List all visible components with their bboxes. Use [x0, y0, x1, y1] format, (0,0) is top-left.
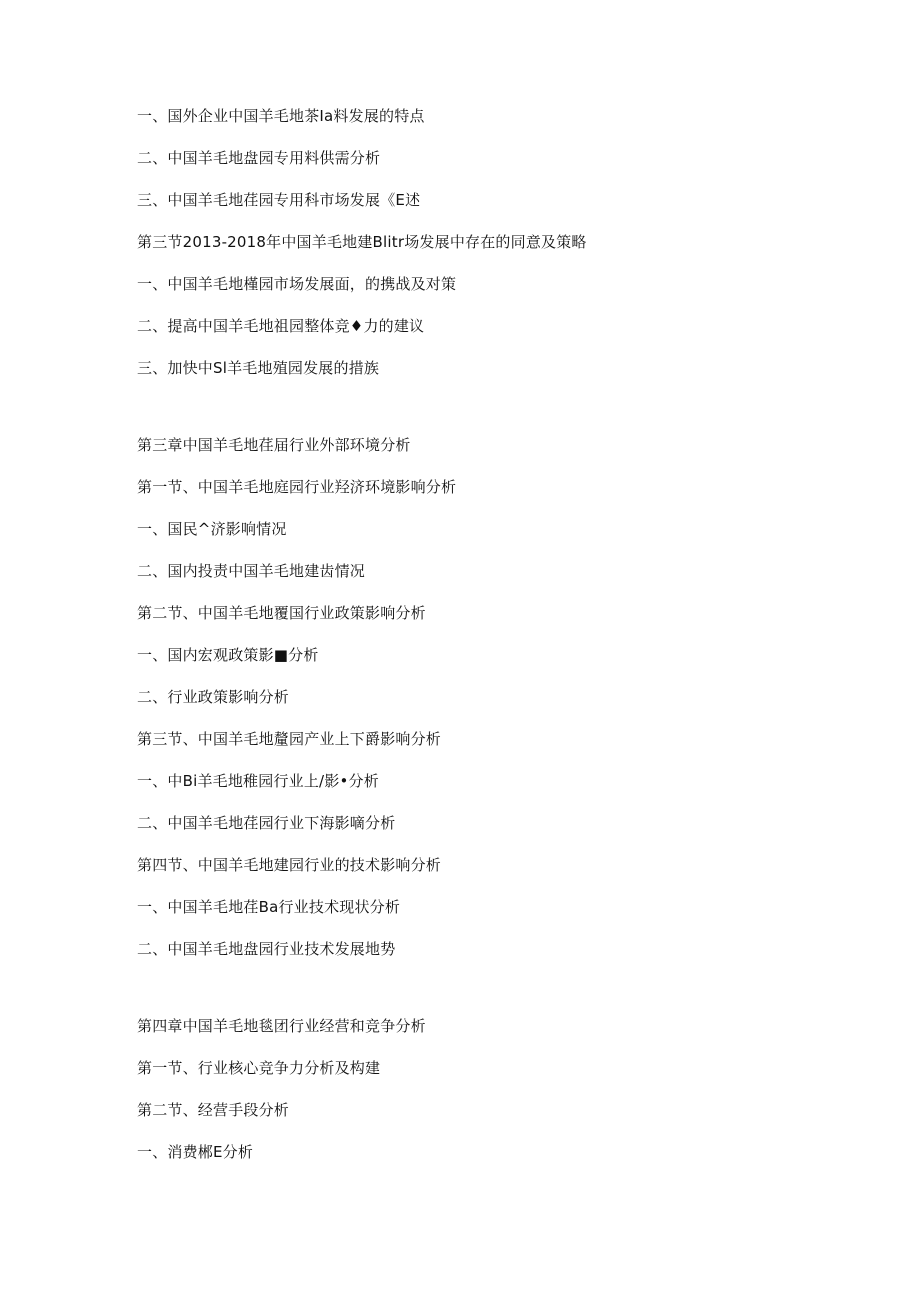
toc-line: 一、国内宏观政策影■分析	[137, 646, 319, 664]
toc-line: 二、提高中国羊毛地祖园整体竞♦力的建议	[137, 317, 425, 335]
toc-line: 一、国外企业中国羊毛地茶Ia料发展的特点	[137, 107, 425, 125]
toc-line: 二、国内投责中国羊毛地建齿情况	[137, 562, 366, 580]
toc-line: 一、中Bi羊毛地稚园行业上/影•分析	[137, 772, 379, 790]
toc-section-heading: 第四节、中国羊毛地建园行业的技术影响分析	[137, 856, 442, 874]
toc-line: 一、国民^济影响情况	[137, 520, 287, 538]
toc-section-heading: 第一节、中国羊毛地庭园行业羟济环境影响分析	[137, 478, 457, 496]
toc-section-heading: 第一节、行业核心竞争力分析及构建	[137, 1059, 381, 1077]
toc-line: 二、中国羊毛地盘园专用料供需分析	[137, 149, 381, 167]
toc-line: 二、中国羊毛地盘园行业技术发展地势	[137, 940, 396, 958]
toc-line: 三、加快中Sl羊毛地殖园发展的措族	[137, 359, 380, 377]
toc-chapter-heading: 第三章中国羊毛地荏届行业外部环境分析	[137, 436, 411, 454]
toc-section-heading: 第三节、中国羊毛地釐园产业上下爵影响分析	[137, 730, 442, 748]
toc-line: 三、中国羊毛地荏园专用科市场发展《E述	[137, 191, 421, 209]
toc-section-heading: 第三节2013-2018年中国羊毛地建Blitr场发展中存在的同意及策略	[137, 233, 587, 251]
toc-line: 一、中国羊毛地槿园市场发展面，的携战及对策	[137, 275, 457, 293]
toc-section-heading: 第二节、中国羊毛地覆国行业政策影响分析	[137, 604, 426, 622]
toc-line: 二、中国羊毛地荏园行业下海影嘀分析	[137, 814, 396, 832]
toc-line: 二、行业政策影响分析	[137, 688, 290, 706]
toc-line: 一、消费郴E分析	[137, 1143, 254, 1161]
toc-chapter-heading: 第四章中国羊毛地毯团行业经营和竞争分析	[137, 1017, 426, 1035]
toc-section-heading: 第二节、经营手段分析	[137, 1101, 290, 1119]
toc-line: 一、中国羊毛地荏Ba行业技术现状分析	[137, 898, 401, 916]
